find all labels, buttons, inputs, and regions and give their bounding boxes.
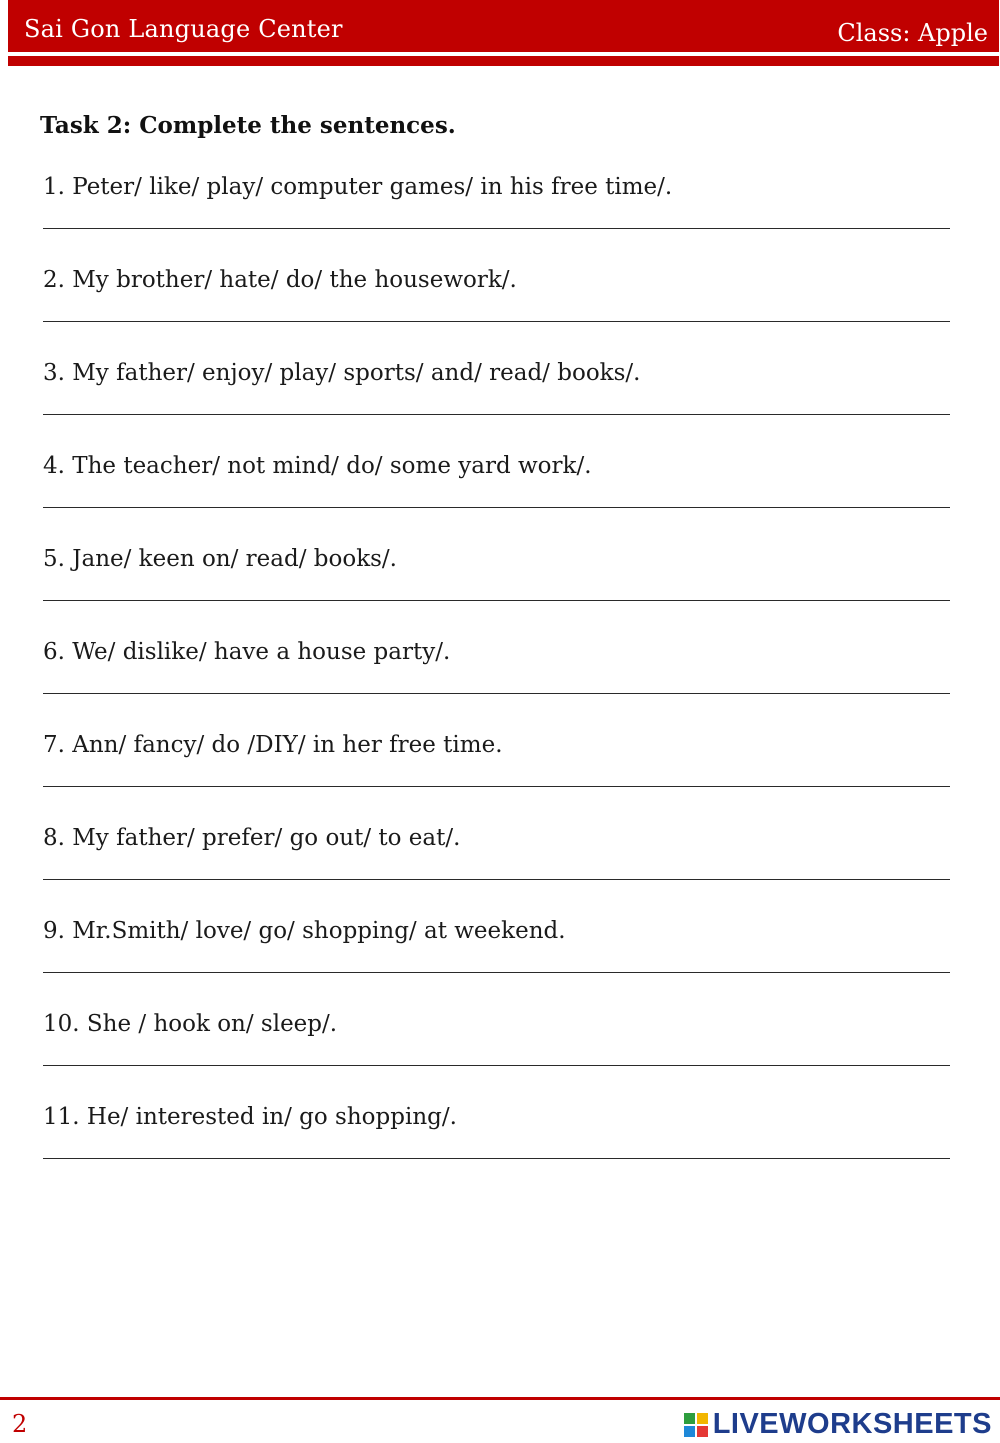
exercise-item-4 (43, 451, 951, 544)
exercise-item-3 (43, 358, 951, 451)
exercise-prompt: 8. My father/ prefer/ go out/ to eat/. (43, 825, 461, 851)
exercise-item-7 (43, 730, 951, 823)
brand-logo-icon (684, 1413, 708, 1437)
exercise-prompt: 9. Mr.Smith/ love/ go/ shopping/ at weekend. (43, 918, 566, 944)
answer-line[interactable] (43, 972, 950, 973)
exercise-prompt: 3. My father/ enjoy/ play/ sports/ and/ read/ books/. (43, 360, 641, 386)
class-label: Class: Apple (837, 19, 988, 47)
exercise-prompt: 1. Peter/ like/ play/ computer games/ in his free time/. (43, 174, 673, 200)
exercise-item-10 (43, 1009, 951, 1102)
answer-line[interactable] (43, 1158, 950, 1159)
exercise-prompt: 11. He/ interested in/ go shopping/. (43, 1104, 457, 1130)
answer-line[interactable] (43, 693, 950, 694)
answer-line[interactable] (43, 321, 950, 322)
exercise-item-2 (43, 265, 951, 358)
answer-line[interactable] (43, 228, 950, 229)
exercise-item-9 (43, 916, 951, 1009)
exercise-item-5 (43, 544, 951, 637)
exercise-item-11 (43, 1102, 951, 1195)
footer-divider (0, 1397, 1000, 1400)
page-number: 2 (12, 1410, 28, 1438)
task-title: Task 2: Complete the sentences. (40, 112, 456, 139)
exercise-prompt: 10. She / hook on/ sleep/. (43, 1011, 338, 1037)
answer-line[interactable] (43, 507, 950, 508)
brand-name: LIVEWORKSHEETS (712, 1408, 992, 1440)
exercise-item-1 (43, 172, 951, 265)
exercise-prompt: 7. Ann/ fancy/ do /DIY/ in her free time. (43, 732, 503, 758)
answer-line[interactable] (43, 879, 950, 880)
exercise-prompt: 4. The teacher/ not mind/ do/ some yard work/. (43, 453, 592, 479)
answer-line[interactable] (43, 414, 950, 415)
answer-line[interactable] (43, 600, 950, 601)
exercise-prompt: 2. My brother/ hate/ do/ the housework/. (43, 267, 517, 293)
exercise-prompt: 6. We/ dislike/ have a house party/. (43, 639, 451, 665)
exercise-item-6 (43, 637, 951, 730)
footer-brand[interactable] (684, 1408, 992, 1441)
header-divider (8, 56, 999, 66)
answer-line[interactable] (43, 1065, 950, 1066)
answer-line[interactable] (43, 786, 950, 787)
exercise-item-8 (43, 823, 951, 916)
exercise-prompt: 5. Jane/ keen on/ read/ books/. (43, 546, 397, 572)
center-name: Sai Gon Language Center (24, 15, 343, 43)
